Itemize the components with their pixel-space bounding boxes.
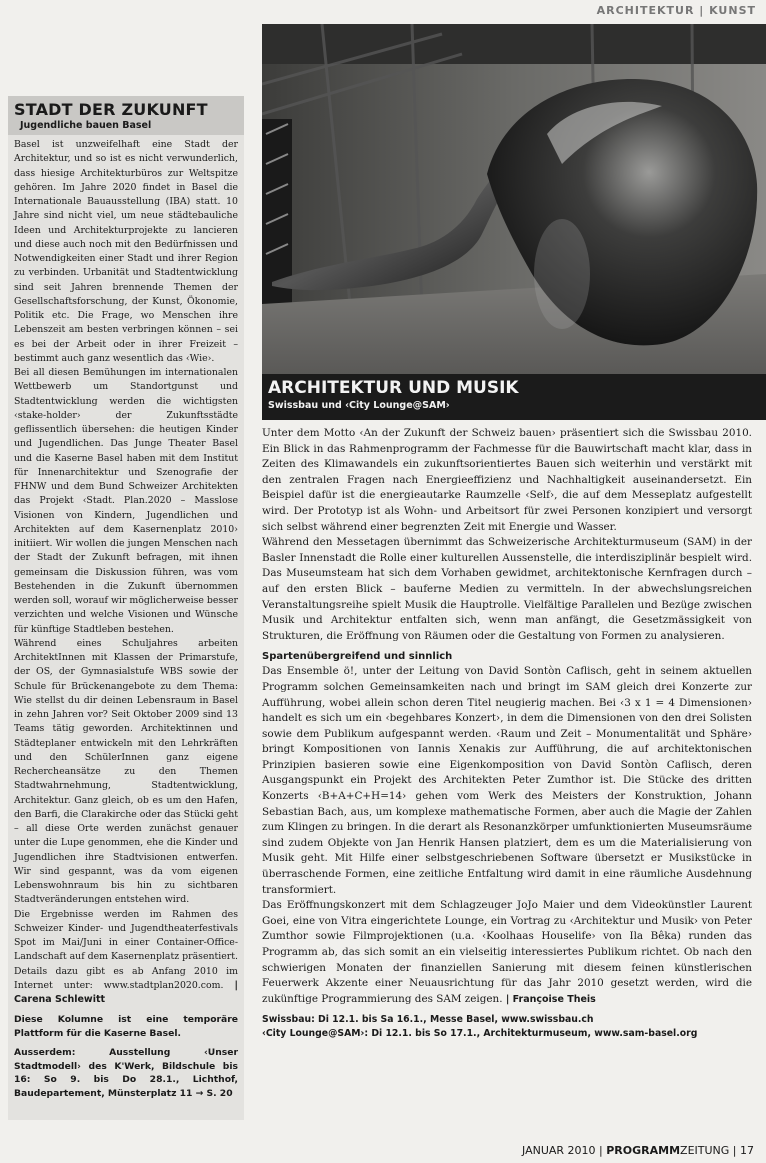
footer-brand-rest: ZEITUNG bbox=[680, 1144, 730, 1157]
sidebar-header bbox=[8, 96, 244, 135]
sidebar-title: STADT DER ZUKUNFT bbox=[14, 100, 208, 119]
sidebar-subtitle: Jugendliche bauen Basel bbox=[20, 120, 152, 131]
sidebar-author: | Carena Schlewitt bbox=[14, 979, 238, 1005]
article-author: | Françoise Theis bbox=[505, 993, 596, 1005]
article-paragraph-text: Das Eröffnungskonzert mit dem Schlagzeuger JoJo Maier und dem Videokünstler Laurent Goei, eine von Vitra eingerichtete Lounge, ein Vortrag zu ‹Architektur und Musik› von Peter Zumthor sowie Filmprojektionen (u.a. ‹Koolhaas Houselife› von Ila Bêka) runden das Programm ab, das sich somit an ein vielseitig interessiertes Publikum richtet. Ob nach den schwierigen Monaten der finanziellen Sanierung mit diesem feinen künstlerischen Feuerwerk Akzente einer Neuausrichtung für das Jahr 2010 gesetzt werden, wird die zukünftige Programmierung des SAM zeigen. bbox=[262, 899, 752, 1005]
article-info bbox=[262, 1013, 752, 1041]
page-footer bbox=[522, 1144, 754, 1157]
article-subtitle: Swissbau und ‹City Lounge@SAM› bbox=[268, 400, 450, 411]
sculpture-illustration bbox=[262, 24, 766, 374]
article-subheading: Spartenübergreifend und sinnlich bbox=[262, 651, 453, 663]
sidebar-exhibition: Ausserdem: Ausstellung ‹Unser Stadtmodell› des K'Werk, Bildschule bis 16: So 9. bis Do 28.1., Lichthof, Baudepartement, Münsterplatz 11 → S. 20 bbox=[14, 1047, 238, 1099]
footer-brand-bold: PROGRAMM bbox=[606, 1144, 681, 1157]
article-title: ARCHITEKTUR UND MUSIK bbox=[268, 378, 519, 398]
info-line-city-lounge: ‹City Lounge@SAM›: Di 12.1. bis So 17.1., Architekturmuseum, www.sam-basel.org bbox=[262, 1028, 698, 1040]
sidebar-body bbox=[8, 135, 244, 1100]
article-paragraph: Das Ensemble ö!, unter der Leitung von David Sontòn Caflisch, geht in seinem aktuellen Programm solchen Gemeinsamkeiten nach und bringt im SAM gleich drei Konzerte zur Aufführung, wobei allein schon deren Titel neugierig machen. Bei ‹3 x 1 = 4 Dimensionen› handelt es sich um ein ‹begehbares Konzert›, in dem die Dimensionen von den drei Solisten sowie dem Publikum aufgespannt werden. ‹Raum und Zeit – Monumentalität und Sphäre› bringt Kompositionen von Iannis Xenakis zur Aufführung, die auf architektonischen Prinzipien basieren sowie eine Eigenkomposition von David Sontòn Caflisch, deren Ausgangspunkt ein Projekt des Architekten Peter Zumthor ist. Die Stücke des dritten Konzerts ‹B+A+C+H=14› gehen vom Werk des Meisters der Konstruktion, Johann Sebastian Bach, aus, um komplexe mathematische Formen, aber auch die Magie der Zahlen zum Klingen zu bringen. In die derart als Resonanzkörper umfunktionierten Museumsräume sind zudem Objekte von Jan Henrik Hansen platziert, dem es um die Materialisierung von Musik geht. Mit Hilfe einer selbstgeschriebenen Software übersetzt er Musikstücke in überraschende Formen, eine zeitliche Entfaltung wird damit in eine räumliche Ausdehnung transformiert. bbox=[262, 665, 752, 896]
footer-page-number: | 17 bbox=[732, 1144, 754, 1157]
sidebar-paragraph bbox=[14, 908, 238, 1008]
sidebar-note: Diese Kolumne ist eine temporäre Plattform für die Kaserne Basel. bbox=[14, 1014, 238, 1039]
article-paragraph: Während den Messetagen übernimmt das Schweizerische Architekturmuseum (SAM) in der Basler Innenstadt die Rolle einer kulturellen Aussenstelle, die interdisziplinär bespielt wird. Das Museumsteam hat sich dem Vorhaben gewidmet, architektonische Kernfragen durch – auf den ersten Blick – bauferne Medien zu vermitteln. In der abwechslungsreichen Veranstaltungsreihe spielt Musik die Hauptrolle. Vielfältige Parallelen und Bezüge zwischen Musik und Architektur entfalten sich, wenn man anfängt, die Gesetzmässigkeit von Strukturen, die Eröffnung von Räumen oder die Gestaltung von Formen zu analysieren. bbox=[262, 536, 752, 642]
article-paragraph bbox=[262, 898, 752, 1007]
section-label: ARCHITEKTUR | KUNST bbox=[596, 4, 756, 17]
info-line-swissbau: Swissbau: Di 12.1. bis Sa 16.1., Messe Basel, www.swissbau.ch bbox=[262, 1014, 594, 1026]
footer-month: JANUAR 2010 | bbox=[522, 1144, 603, 1157]
article-body bbox=[262, 426, 752, 1041]
sidebar-paragraph-text: Die Ergebnisse werden im Rahmen des Schweizer Kinder- und Jugendtheaterfestivals Spot im Mai/Juni in einer Container-Office-Landschaft auf dem Kasernenplatz präsentiert. Details dazu gibt es ab Anfang 2010 im Internet unter: www.stadtplan2020.com. bbox=[14, 908, 238, 991]
sidebar-column bbox=[8, 96, 244, 1120]
sidebar-paragraph: Bei all diesen Bemühungen im internationalen Wettbewerb um Standortgunst und Stadtentwicklung werden die wichtigsten ‹stake-holder› der Zukunftsstädte geflissentlich übersehen: die heutigen Kinder und Jugendlichen. Das Junge Theater Basel und die Kaserne Basel haben mit dem Institut für Innenarchitektur und Szenografie der FHNW und dem Bund Schweizer Architekten das Projekt ‹Stadt. Plan.2020 – Masslose Visionen von Kindern, Jugendlichen und Architekten auf dem Kasernenplatz 2010› initiiert. Wir wollen die jungen Menschen nach der Stadt der Zukunft befragen, mit ihnen gemeinsam die Diskussion führen, was vom Bestehenden in die Zukunft übernommen werden soll, worauf wir möglicherweise besser verzichten und welche Visionen und Wünsche für künftige Stadtleben bestehen. bbox=[14, 367, 238, 635]
article-title-bar bbox=[262, 374, 766, 420]
sidebar-paragraph: Während eines Schuljahres arbeiten ArchitektInnen mit Klassen der Primarstufe, der OS, der Gymnasialstufe WBS sowie der Schule für Brückenangebote zu dem Thema: Wie stellst du dir deinen Lebensraum in Basel in zehn Jahren vor? Seit Oktober 2009 sind 13 Teams tätig geworden. Architektinnen und Städteplaner entwickeln mit den Lehrkräften und den SchülerInnen ganz eigene Rechercheansätze zu den Themen Stadtwahrnehmung, Stadtentwicklung, Architektur. Ganz gleich, ob es um den Hafen, den Barfi, die Clarakirche oder das Stücki geht – all diese Orte werden zunächst genauer unter die Lupe genommen, ehe die Kinder und Jugendlichen ihre Stadtvisionen entwerfen. Wir sind gespannt, was da vom eigenen Lebenswohnraum bis hin zu sichtbaren Stadtveränderungen entstehen wird. bbox=[14, 637, 238, 906]
hero-image bbox=[262, 24, 766, 374]
sidebar-paragraph: Basel ist unzweifelhaft eine Stadt der Architektur, und so ist es nicht verwunderlich, dass hiesige Architekturbüros zur Weltspitze gehören. Im Jahre 2020 findet in Basel die Internationale Bauausstellung (IBA) statt. 10 Jahre sind nicht viel, um neue städtebauliche Ideen und Architekturprojekte zu lancieren und diese auch noch mit den Bedürfnissen und Notwendigkeiten einer Stadt und ihrer Region zu verbinden. Urbanität und Stadtentwicklung sind seit Jahren brennende Themen der Gesellschaftsforschung, der Kunst, Ökonomie, Politik etc. Die Frage, wo Menschen ihre Lebenszeit am besten verbringen können – sei es bei der Arbeit oder in ihrer Freizeit – bestimmt auch ganz wesentlich das ‹Wie›. bbox=[14, 139, 238, 364]
article-paragraph: Unter dem Motto ‹An der Zukunft der Schweiz bauen› präsentiert sich die Swissbau 2010. Ein Blick in das Rahmenprogramm der Fachmesse für die Bauwirtschaft macht klar, dass in Zeiten des Klimawandels ein zukunftsorientiertes Bauen sich weiterhin und verstärkt mit den zentralen Fragen nach Energieeffizienz und Nachhaltigkeit auseinandersetzt. Ein Beispiel dafür ist die energieautarke Raumzelle ‹Self›, die auf dem Messeplatz aufgestellt wird. Der Prototyp ist als Wohn- und Arbeitsort für zwei Personen konzipiert und versorgt sich selbst während einer begrenzten Zeit mit Energie und Wasser. bbox=[262, 427, 752, 533]
